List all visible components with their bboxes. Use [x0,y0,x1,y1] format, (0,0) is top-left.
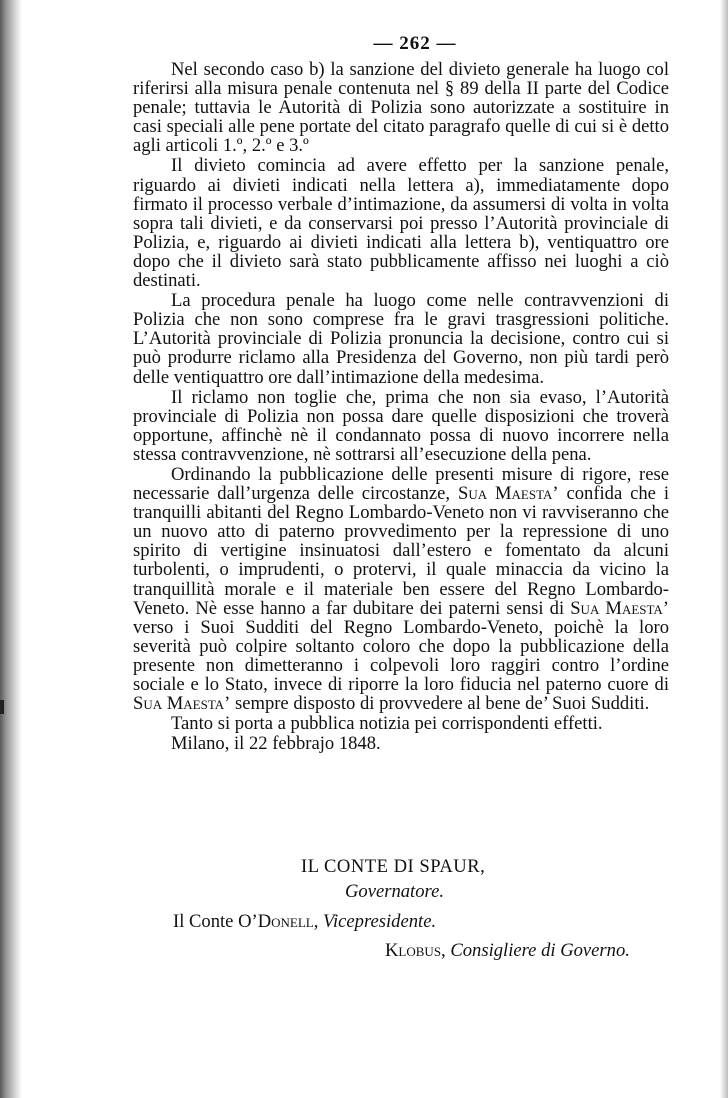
signature-count-spaur: IL CONTE DI SPAUR, [301,856,486,877]
paragraph-publication-order [133,465,669,713]
paragraph-effect-start: Il divieto comincia ad avere effetto per la sanzione penale, riguardo ai divieti indicati nella lettera a), immediatamente dopo firmato il processo verbale d’intimazione, da assumersi di volta in volta sopra tali divieti, e da conservarsi poi presso l’Autorità provinciale di Polizia, e, riguardo ai divieti indicati alla lettera b), ventiquattro ore dopo che il divieto sarà stato pubblicamente affisso nei luoghi a ciò destinati. [133,155,669,292]
dateline: Milano, il 22 febbrajo 1848. [171,733,381,755]
binding-mark [0,700,4,714]
paragraph-public-notice: Tanto si porta a pubblica notizia pei corrispondenti effetti. [171,713,603,735]
text-run: Ordinando la pubblicazione delle presenti misure di rigore, rese necessarie dall’urgenza delle circostanze, [133,463,669,505]
majesty-mention: Sua Maesta’ [570,597,670,619]
paragraph-penal-sanction-b: Nel secondo caso b) la sanzione del divieto generale ha luogo col riferirsi alla misura penale contenuta nel § 89 della II parte del Codice penale; tuttavia le Autorità di Polizia sono autorizzate a sostituire in casi speciali alle pene portate del citato paragrafo quelle di cui si è detto agli articoli 1.º, 2.º e 3.º [133,59,669,157]
body-text [133,60,669,753]
text-run: verso i Suoi Sudditi del Regno Lombardo-Veneto, poichè la loro severità può colpire soltanto coloro che dopo la pubblicazione della presente non dimetteranno i colpevoli loro raggiri contro l’ordine sociale e lo Stato, invece di riporre la loro fiducia nel paterno cuore di [133,616,669,695]
odonell-prefix: Il Conte [173,911,239,932]
text-run: sempre disposto di provvedere al bene de’ Suoi Sudditi. [230,693,650,715]
odonell-name: O’Donell, [238,911,319,932]
page-number: — 262 — [373,33,457,54]
page-right-edge-shadow [720,0,728,1098]
signature-governor-title: Governatore. [345,881,444,902]
page-left-edge-shadow [0,0,22,1098]
signature-klobus [385,941,630,960]
klobus-name: Klobus, [385,940,446,961]
majesty-mention: Sua Maesta’ [133,693,231,715]
odonell-title: Vicepresidente. [323,911,437,932]
majesty-mention: Sua Maesta’ [457,483,559,505]
paragraph-procedure: La procedura penale ha luogo come nelle contravvenzioni di Polizia che non sono comprese fra le gravi trasgressioni politiche. L’Autorità provinciale di Polizia pronuncia la decisione, contro cui si può produrre riclamo alla Presidenza del Governo, non più tardi però delle ventiquattro ore dall’intimazione della medesima. [133,290,669,388]
klobus-title: Consigliere di Governo. [450,940,630,961]
signature-odonell [173,912,436,931]
paragraph-appeal: Il riclamo non toglie che, prima che non sia evaso, l’Autorità provinciale di Polizia non possa dare quelle disposizioni che troverà opportune, affinchè nè il condannato possa di nuovo incorrere nella stessa contravvenzione, nè sottrarsi all’esecuzione della pena. [133,386,669,465]
text-run: confida che i tranquilli abitanti del Regno Lombardo-Veneto non vi ravviseranno che un nuovo atto di paterno provvedimento per la repressione di uno spirito di vertigine insinuatosi dall’estero e fomentato da alcuni turbolenti, o imprudenti, o protervi, il quale minaccia da vicino la tranquillità morale e il materiale ben essere del Regno Lombardo-Veneto. Nè esse hanno a far dubitare dei paterni sensi di [133,483,670,619]
